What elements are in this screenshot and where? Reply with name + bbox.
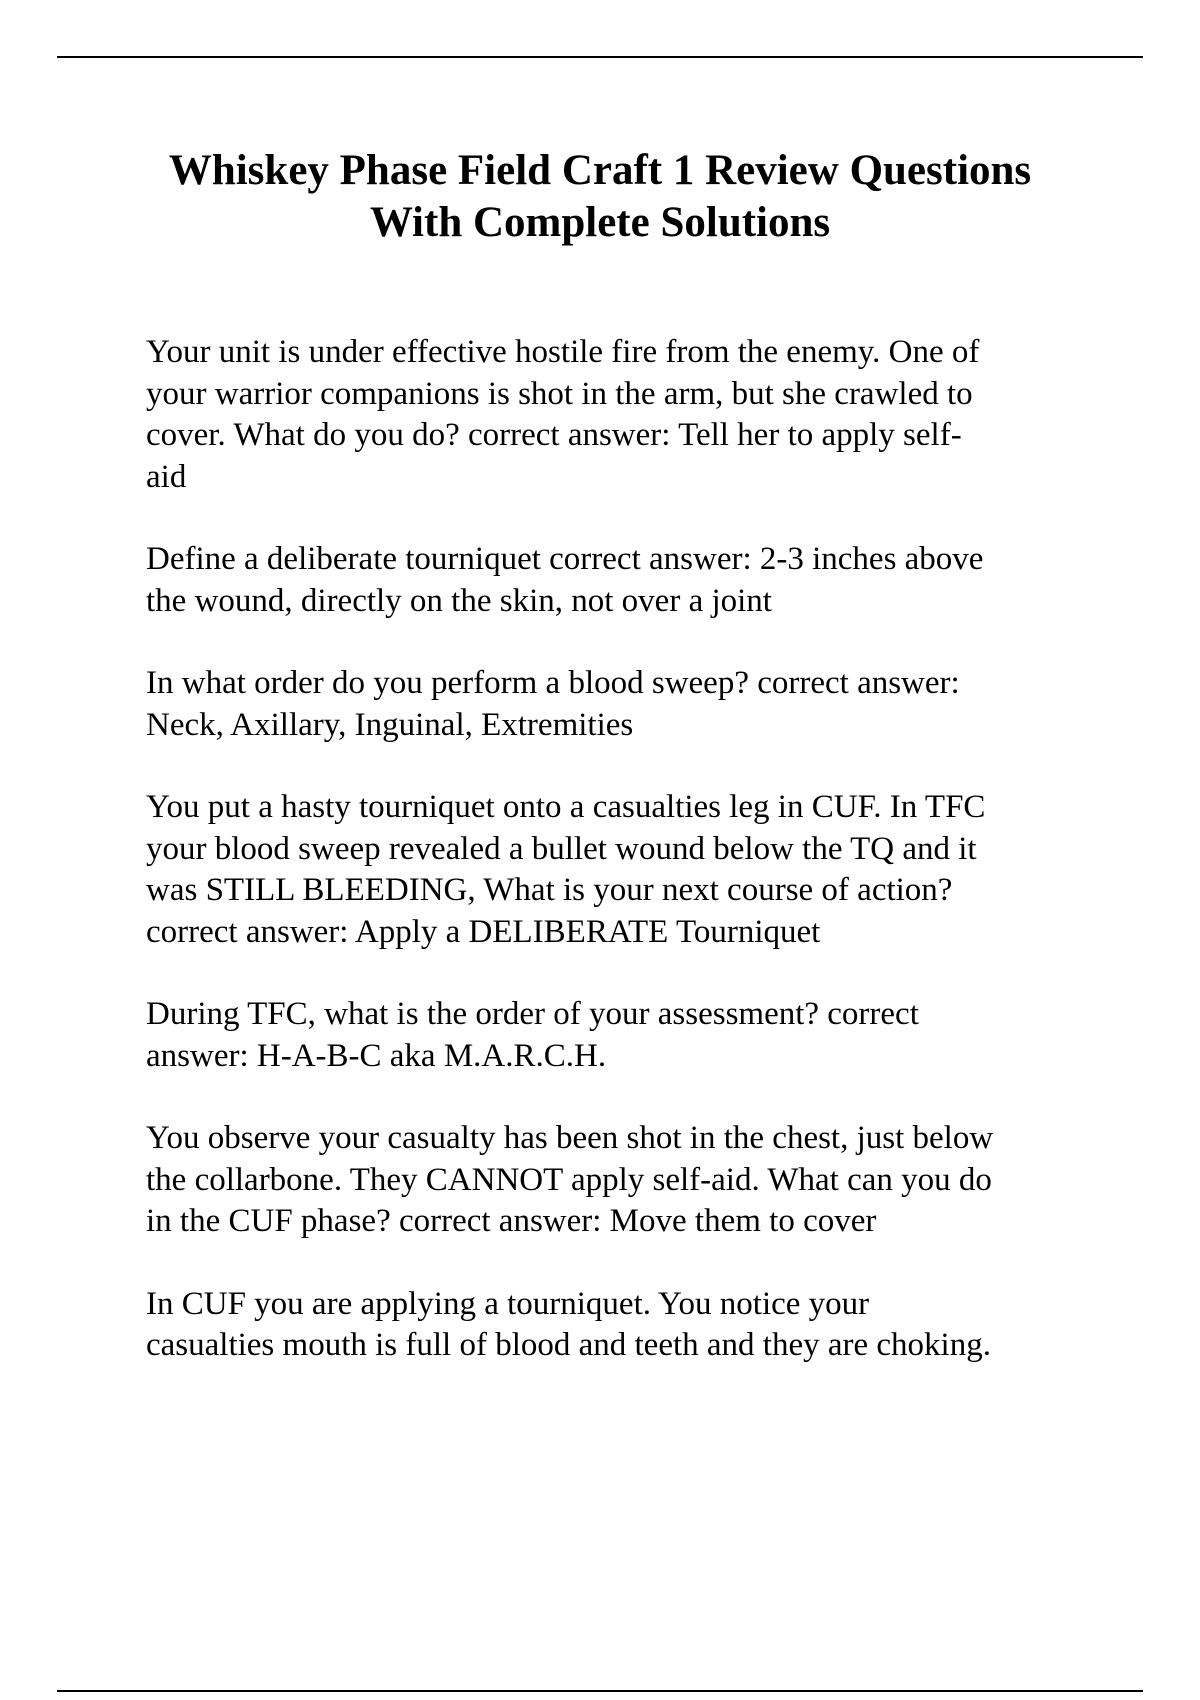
bottom-divider <box>57 1690 1143 1692</box>
qa-line: In what order do you perform a blood sweep? correct answer: <box>146 665 960 701</box>
qa-entry <box>146 1118 1096 1243</box>
qa-list <box>146 332 1096 1408</box>
qa-line: aid <box>146 458 187 495</box>
qa-entry <box>146 663 1096 746</box>
qa-line: correct answer: Apply a DELIBERATE Tourniquet <box>146 913 821 950</box>
qa-line: your blood sweep revealed a bullet wound below the TQ and it <box>146 830 977 867</box>
document-title <box>100 145 1100 249</box>
qa-entry <box>146 787 1096 953</box>
qa-line: cover. What do you do? correct answer: Tell her to apply self- <box>146 417 962 453</box>
title-line: With Complete Solutions <box>369 199 831 246</box>
title-line: Whiskey Phase Field Craft 1 Review Questions <box>168 147 1032 194</box>
qa-entry <box>146 332 1096 498</box>
qa-line: You put a hasty tourniquet onto a casualties leg in CUF. In TFC <box>146 789 986 825</box>
qa-line: the wound, directly on the skin, not over a joint <box>146 582 772 619</box>
qa-line: You observe your casualty has been shot in the chest, just below <box>146 1120 994 1156</box>
qa-line: was STILL BLEEDING, What is your next course of action? <box>146 872 953 908</box>
qa-entry <box>146 994 1096 1077</box>
qa-line: casualties mouth is full of blood and teeth and they are choking. <box>146 1327 991 1363</box>
qa-line: your warrior companions is shot in the arm, but she crawled to <box>146 375 973 412</box>
qa-entry <box>146 1284 1096 1367</box>
qa-line: Define a deliberate tourniquet correct answer: 2-3 inches above <box>146 541 984 577</box>
qa-line: During TFC, what is the order of your assessment? correct <box>146 996 919 1032</box>
qa-line: in the CUF phase? correct answer: Move them to cover <box>146 1203 877 1239</box>
qa-line: answer: H-A-B-C aka M.A.R.C.H. <box>146 1037 607 1074</box>
qa-line: the collarbone. They CANNOT apply self-aid. What can you do <box>146 1161 992 1198</box>
qa-line: Your unit is under effective hostile fire from the enemy. One of <box>146 334 980 370</box>
qa-entry <box>146 539 1096 622</box>
qa-line: In CUF you are applying a tourniquet. You notice your <box>146 1285 870 1322</box>
top-divider <box>57 56 1143 58</box>
qa-line: Neck, Axillary, Inguinal, Extremities <box>146 706 634 743</box>
